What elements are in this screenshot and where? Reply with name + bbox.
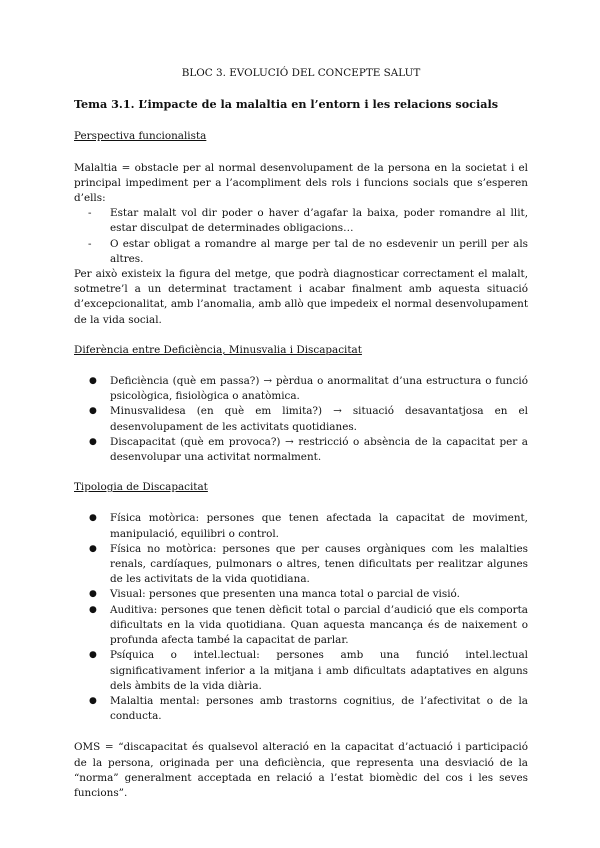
list-item: ● Física no motòrica: persones que per causes orgàniques com les malalties renals, cardíaques, pulmonars o altres, tenen dificultats per realitzar algunes de les activitats de la vida quotidiana. — [89, 542, 528, 586]
section-heading-typology: Tipologia de Discapacitat — [74, 481, 208, 494]
list-item: ● Visual: persones que presenten una manca total o parcial de visió. — [74, 587, 528, 602]
document-title: BLOC 3. EVOLUCIÓ DEL CONCEPTE SALUT — [181, 67, 421, 79]
dash-marker: - — [88, 237, 92, 250]
document-page — [74, 66, 528, 801]
list-item: - Estar malalt vol dir poder o haver d’agafar la baixa, poder romandre al llit, estar disculpat de determinades obligacions… — [88, 207, 528, 235]
list-item: ● Deficiència (què em passa?) → pèrdua o anormalitat d’una estructura o funció psicològica, fisiològica o anatòmica. — [89, 375, 528, 403]
section-heading-functionalist: Perspectiva funcionalista — [74, 130, 207, 143]
functionalist-list — [74, 206, 528, 267]
list-item: ● Auditiva: persones que tenen dèficit total o parcial d’audició que els comporta dificultats en la vida quotidiana. Quan aquesta mancança és de naixement o profunda afecta també la capacitat de parlar. — [89, 603, 528, 647]
bullet-icon: ● — [89, 543, 97, 554]
bullet-icon: ● — [89, 513, 97, 524]
functionalist-closing: Per això existeix la figura del metge, que podrà diagnosticar correctament el malalt, sotmetre’l a un determinat tractament i acabar finalment amb aquesta situació d’excepcionalitat, amb l’anomalia, amb allò que impedeix el normal desenvolupament de la vida social. — [74, 268, 528, 326]
topic-heading: Tema 3.1. L’impacte de la malaltia en l’entorn i les relacions socials — [74, 97, 499, 112]
list-item: ● Minusvalidesa (en què em limita?) → situació desavantatjosa en el desenvolupament de les activitats quotidianes. — [89, 405, 528, 433]
list-item: - O estar obligat a romandre al marge per tal de no esdevenir un perill per als altres. — [88, 237, 528, 265]
list-item: ● Discapacitat (què em provoca?) → restricció o absència de la capacitat per a desenvolupar una activitat normalment. — [89, 435, 528, 464]
dash-marker: - — [88, 207, 92, 220]
functionalist-intro: Malaltia = obstacle per al normal desenvolupament de la persona en la societat i el principal impediment per a l’acompliment dels rols i funcions socials que s’esperen d’ells: — [74, 161, 528, 205]
bullet-icon: ● — [89, 436, 97, 447]
oms-definition: OMS = “discapacitat és qualsevol alteració en la capacitat d’actuació i participació de la persona, originada per una deficiència, que representa una desviació de la “norma” generalment acceptada en relació a l’estat biomèdic del cos i les seves funcions”. — [74, 741, 528, 799]
bullet-icon: ● — [89, 376, 97, 387]
bullet-icon: ● — [89, 589, 97, 600]
bullet-icon: ● — [89, 406, 97, 417]
list-item: ● Malaltia mental: persones amb trastorns cognitius, de l’afectivitat o de la conducta. — [89, 694, 528, 723]
deficiency-list — [74, 374, 528, 465]
bullet-icon: ● — [89, 650, 97, 661]
list-item: ● Psíquica o intel.lectual: persones amb una funció intel.lectual significativament inferior a la mitjana i amb dificultats adaptatives en alguns dels àmbits de la vida diària. — [89, 649, 528, 692]
typology-list — [74, 511, 528, 724]
bullet-icon: ● — [89, 695, 97, 706]
section-heading-deficiency: Diferència entre Deficiència, Minusvalia i Discapacitat — [74, 343, 362, 356]
bullet-icon: ● — [89, 604, 97, 615]
list-item: ● Física motòrica: persones que tenen afectada la capacitat de moviment, manipulació, equilibri o control. — [89, 512, 528, 540]
